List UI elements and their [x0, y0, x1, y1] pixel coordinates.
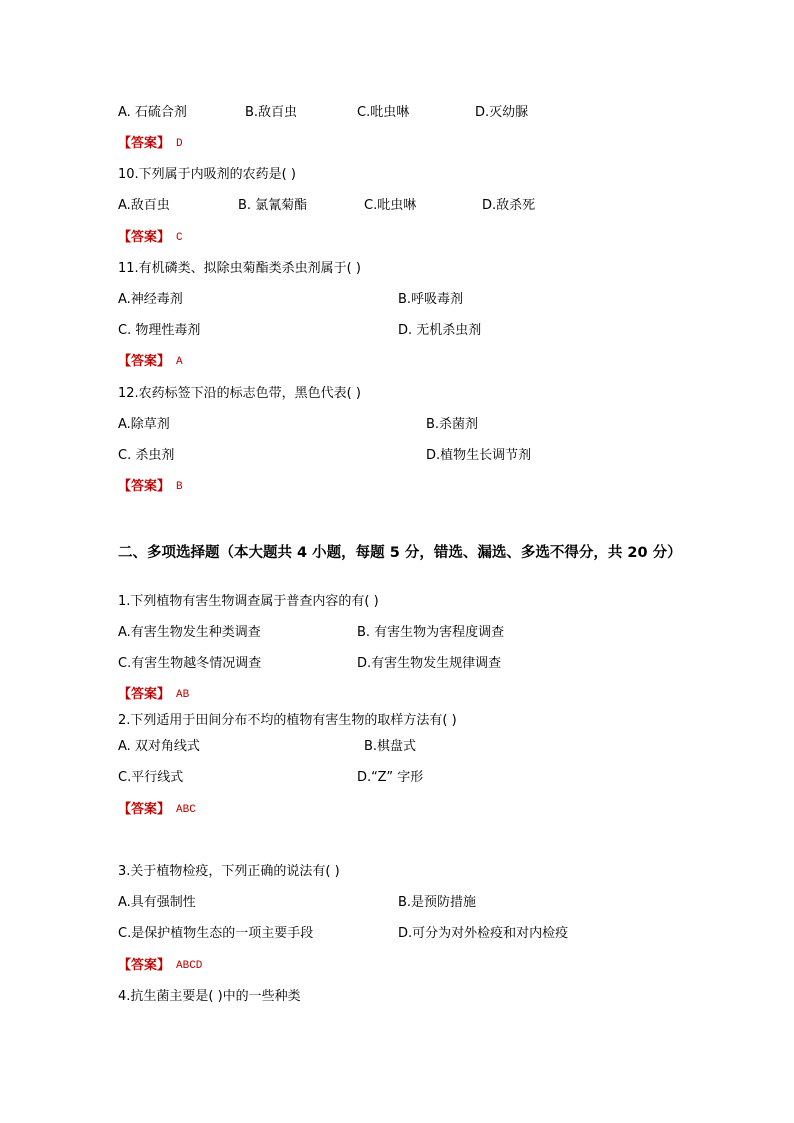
answer-tag: 【答案】: [118, 687, 171, 702]
answer-value: B: [176, 481, 183, 493]
answer-tag: 【答案】: [118, 958, 171, 973]
answer-tag: 【答案】: [118, 479, 171, 494]
m3-option-c: C.是保护植物生态的一项主要手段: [118, 926, 314, 941]
q12-stem: 12.农药标签下沿的标志色带，黑色代表( ): [118, 386, 361, 401]
m1-stem: 1.下列植物有害生物调查属于普查内容的有( ): [118, 594, 379, 609]
m2-option-d: D.“Z” 字形: [357, 770, 424, 785]
m2-option-c: C.平行线式: [118, 770, 184, 785]
m1-option-c: C.有害生物越冬情况调查: [118, 656, 262, 671]
q10-option-c: C.吡虫啉: [364, 198, 417, 213]
q11-option-a: A.神经毒剂: [118, 292, 183, 307]
q9-option-d: D.灭幼脲: [475, 105, 529, 120]
q10-stem: 10.下列属于内吸剂的农药是( ): [118, 167, 296, 182]
q10-option-d: D.敌杀死: [482, 198, 536, 213]
answer-value: A: [176, 356, 183, 368]
q11-option-b: B.呼吸毒剂: [398, 292, 464, 307]
q10-option-b: B. 氯氰菊酯: [238, 198, 308, 213]
m2-option-b: B.棋盘式: [364, 739, 417, 754]
answer-value: ABC: [176, 804, 196, 816]
m3-option-b: B.是预防措施: [398, 895, 477, 910]
m3-stem: 3.关于植物检疫，下列正确的说法有( ): [118, 864, 340, 879]
answer-tag: 【答案】: [118, 802, 171, 817]
q9-option-a: A. 石硫合剂: [118, 105, 187, 120]
q12-option-a: A.除草剂: [118, 417, 170, 432]
answer-value: C: [176, 232, 183, 244]
q9-option-c: C.吡虫啉: [357, 105, 410, 120]
m4-stem: 4.抗生菌主要是( )中的一些种类: [118, 989, 301, 1004]
m1-option-a: A.有害生物发生种类调查: [118, 625, 261, 640]
m3-option-a: A.具有强制性: [118, 895, 196, 910]
section-heading: 二、多项选择题（本大题共 4 小题，每题 5 分，错选、漏选、多选不得分，共 20 分）: [118, 545, 682, 561]
answer-value: D: [176, 138, 183, 150]
answer-tag: 【答案】: [118, 136, 171, 151]
q12-option-b: B.杀菌剂: [426, 417, 479, 432]
q12-option-c: C. 杀虫剂: [118, 448, 175, 463]
q11-stem: 11.有机磷类、拟除虫菊酯类杀虫剂属于( ): [118, 261, 361, 276]
m2-option-a: A. 双对角线式: [118, 739, 200, 754]
m2-stem: 2.下列适用于田间分布不均的植物有害生物的取样方法有( ): [118, 713, 457, 728]
q11-option-d: D. 无机杀虫剂: [398, 323, 482, 338]
q10-option-a: A.敌百虫: [118, 198, 170, 213]
m1-option-d: D.有害生物发生规律调查: [357, 656, 502, 671]
answer-tag: 【答案】: [118, 230, 171, 245]
m1-option-b: B. 有害生物为害程度调查: [357, 625, 505, 640]
answer-tag: 【答案】: [118, 354, 171, 369]
m3-option-d: D.可分为对外检疫和对内检疫: [398, 926, 569, 941]
answer-value: ABCD: [176, 960, 203, 972]
q9-option-b: B.敌百虫: [245, 105, 298, 120]
answer-value: AB: [176, 689, 190, 701]
q12-option-d: D.植物生长调节剂: [426, 448, 532, 463]
q11-option-c: C. 物理性毒剂: [118, 323, 201, 338]
